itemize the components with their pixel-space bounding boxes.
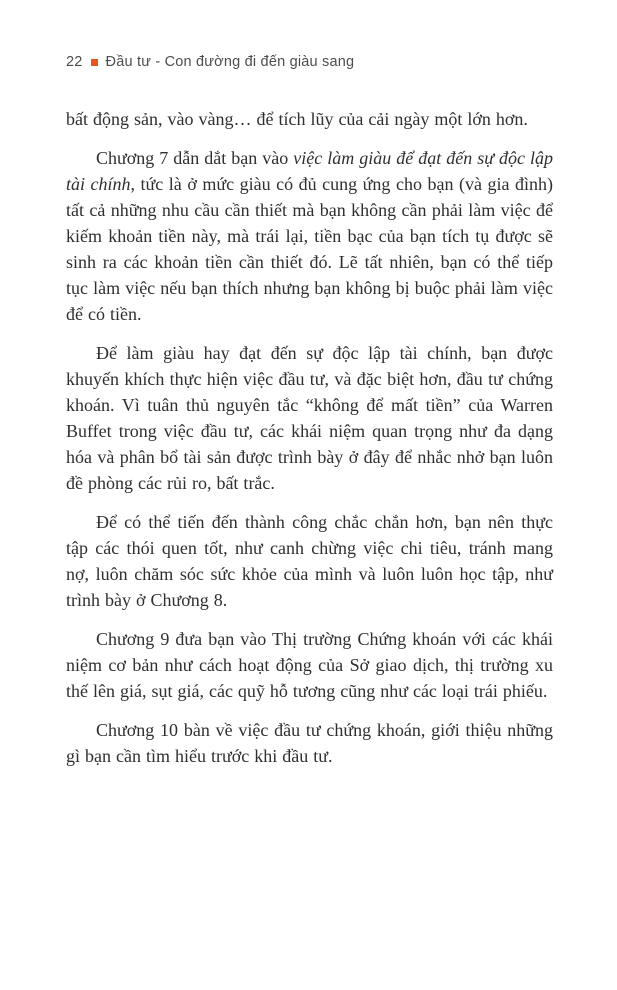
paragraph-chapter-9 [66,626,553,704]
paragraph-italic-text: việc làm giàu để đạt đến sự độc lập tài chính [66,148,554,194]
paragraph-text: Chương 7 dẫn dắt bạn vào [96,148,294,168]
paragraph-text: Chương 9 đưa bạn vào Thị trường Chứng khoán với các khái niệm cơ bản như cách hoạt động của Sở giao dịch, thị trường xu thế lên giá, sụt giá, các quỹ hỗ tương cũng như các loại trái phiếu. [66,629,553,701]
paragraph-text: Để có thể tiến đến thành công chắc chắn hơn, bạn nên thực tập các thói quen tốt, như canh chừng việc chi tiêu, tránh mang nợ, luôn chăm sóc sức khỏe của mình và luôn luôn học tập, như trình bày ở Chương 8. [66,512,553,610]
paragraph-chapter-7 [66,145,553,327]
page-header [66,54,553,70]
paragraph-text: Để làm giàu hay đạt đến sự độc lập tài chính, bạn được khuyến khích thực hiện việc đầu tư, và đặc biệt hơn, đầu tư chứng khoán. Vì tuân thủ nguyên tắc “không để mất tiền” của Warren Buffet trong việc đầu tư, các khái niệm quan trọng như đa dạng hóa và phân bổ tài sản được trình bày ở đây để nhắc nhở bạn luôn đề phòng các rủi ro, bất trắc. [66,343,553,493]
paragraph-chapter-10 [66,717,553,769]
paragraph-investing [66,340,553,496]
page-body [66,106,553,769]
running-title: Đầu tư - Con đường đi đến giàu sang [105,54,355,70]
paragraph-habits [66,509,553,613]
square-bullet-icon [91,59,98,66]
paragraph-text: Chương 10 bàn về việc đầu tư chứng khoán, giới thiệu những gì bạn cần tìm hiểu trước khi đầu tư. [66,720,553,766]
paragraph-text: , tức là ở mức giàu có đủ cung ứng cho bạn (và gia đình) tất cả những nhu cầu cần thiết mà bạn không cần phải làm việc để kiếm khoản tiền này, mà trái lại, tiền bạc của bạn tích tụ được sẽ sinh ra các khoản tiền cần thiết đó. Lẽ tất nhiên, bạn có thể tiếp tục làm việc nếu bạn thích nhưng bạn không bị buộc phải làm việc để có tiền. [66,174,553,324]
page-number: 22 [66,54,83,70]
paragraph-text: bất động sản, vào vàng… để tích lũy của cải ngày một lớn hơn. [66,109,528,129]
paragraph-continuation [66,106,553,132]
